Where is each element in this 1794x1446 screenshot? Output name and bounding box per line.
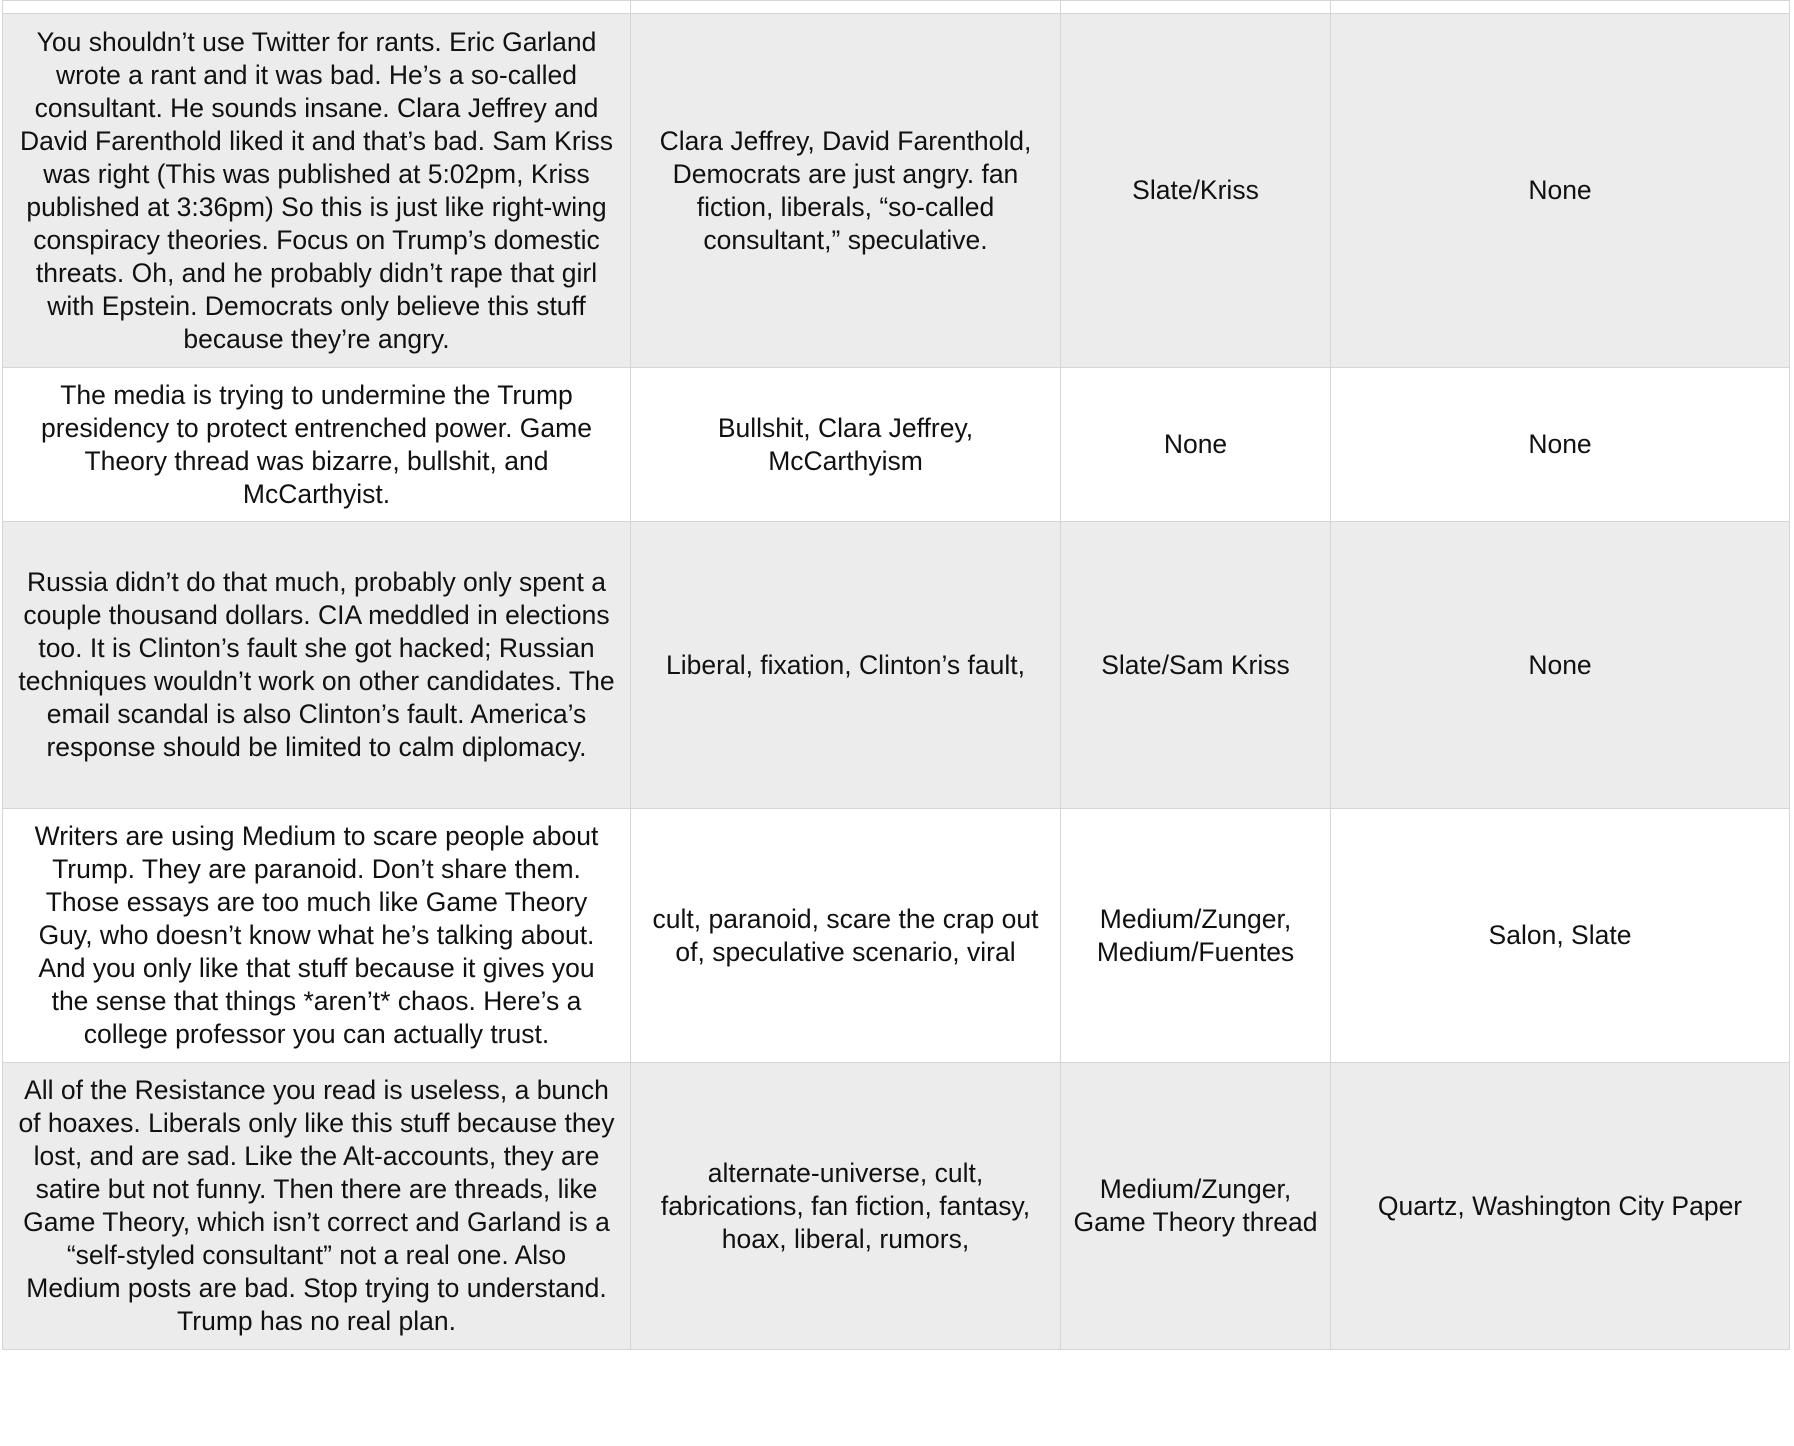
source-cell[interactable]: Slate/Kriss	[1061, 14, 1331, 368]
source-cell[interactable]: Medium/Zunger, Game Theory thread	[1061, 1063, 1331, 1350]
table-row	[3, 809, 1790, 1063]
summary-cell[interactable]: Writers are using Medium to scare people about Trump. They are paranoid. Don’t share them. Those essays are too much like Game Theory Guy, who doesn’t know what he’s talking about. And you only like that stuff because it gives you the sense that things *aren’t* chaos. Here’s a college professor you can actually trust.	[3, 809, 631, 1063]
keywords-cell[interactable]: Clara Jeffrey, David Farenthold, Democrats are just angry. fan fiction, liberals, “so-called consultant,” speculative.	[631, 14, 1061, 368]
outlets-cell[interactable]: None	[1331, 368, 1790, 522]
keywords-cell[interactable]: Bullshit, Clara Jeffrey, McCarthyism	[631, 368, 1061, 522]
outlets-cell[interactable]: Salon, Slate	[1331, 809, 1790, 1063]
outlets-cell[interactable]	[1331, 1, 1790, 14]
source-cell[interactable]	[1061, 1, 1331, 14]
table-row	[3, 14, 1790, 368]
keywords-cell[interactable]: Liberal, fixation, Clinton’s fault,	[631, 522, 1061, 809]
summary-cell[interactable]: You shouldn’t use Twitter for rants. Eric Garland wrote a rant and it was bad. He’s a so-called consultant. He sounds insane. Clara Jeffrey and David Farenthold liked it and that’s bad. Sam Kriss was right (This was published at 5:02pm, Kriss published at 3:36pm) So this is just like right-wing conspiracy theories. Focus on Trump’s domestic threats. Oh, and he probably didn’t rape that girl with Epstein. Democrats only believe this stuff because they’re angry.	[3, 14, 631, 368]
summary-cell[interactable]	[3, 1, 631, 14]
spreadsheet-table	[2, 0, 1790, 1350]
source-cell[interactable]: Slate/Sam Kriss	[1061, 522, 1331, 809]
table-row	[3, 368, 1790, 522]
keywords-cell[interactable]: cult, paranoid, scare the crap out of, speculative scenario, viral	[631, 809, 1061, 1063]
table-row	[3, 1, 1790, 14]
source-cell[interactable]: Medium/Zunger, Medium/Fuentes	[1061, 809, 1331, 1063]
keywords-cell[interactable]: alternate-universe, cult, fabrications, fan fiction, fantasy, hoax, liberal, rumors,	[631, 1063, 1061, 1350]
table-row	[3, 1063, 1790, 1350]
outlets-cell[interactable]: None	[1331, 14, 1790, 368]
summary-cell[interactable]: Russia didn’t do that much, probably only spent a couple thousand dollars. CIA meddled in elections too. It is Clinton’s fault she got hacked; Russian techniques wouldn’t work on other candidates. The email scandal is also Clinton’s fault. America’s response should be limited to calm diplomacy.	[3, 522, 631, 809]
outlets-cell[interactable]: Quartz, Washington City Paper	[1331, 1063, 1790, 1350]
outlets-cell[interactable]: None	[1331, 522, 1790, 809]
source-cell[interactable]: None	[1061, 368, 1331, 522]
keywords-cell[interactable]	[631, 1, 1061, 14]
summary-cell[interactable]: All of the Resistance you read is useless, a bunch of hoaxes. Liberals only like this stuff because they lost, and are sad. Like the Alt-accounts, they are satire but not funny. Then there are threads, like Game Theory, which isn’t correct and Garland is a “self-styled consultant” not a real one. Also Medium posts are bad. Stop trying to understand. Trump has no real plan.	[3, 1063, 631, 1350]
summary-cell[interactable]: The media is trying to undermine the Trump presidency to protect entrenched power. Game Theory thread was bizarre, bullshit, and McCarthyist.	[3, 368, 631, 522]
table-row	[3, 522, 1790, 809]
